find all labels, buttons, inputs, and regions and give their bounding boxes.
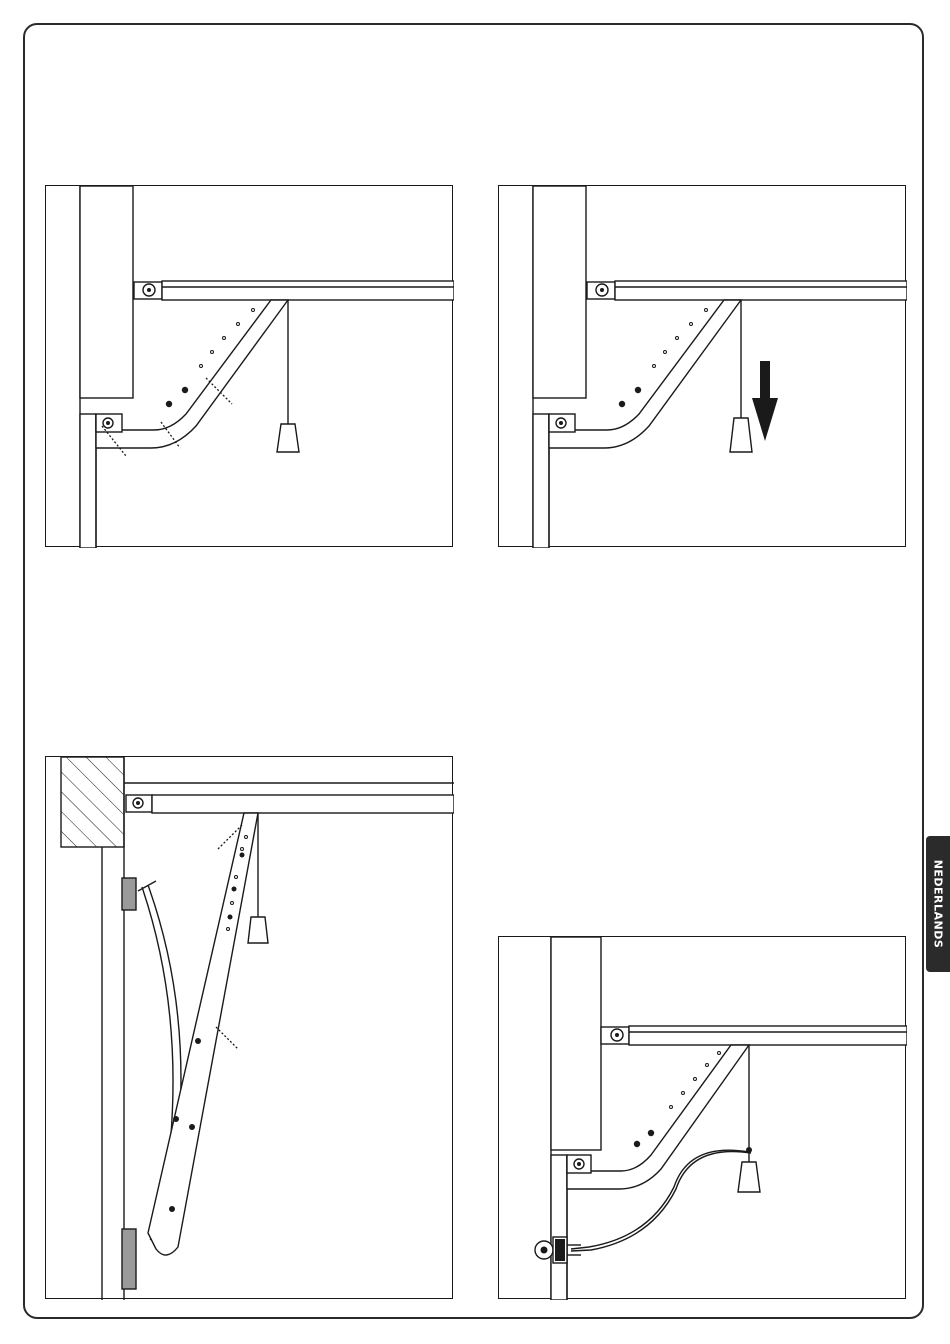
figure-arm-assembly [45,185,453,547]
figure-external-release-key [498,936,906,1299]
release-cord-drawing [499,186,907,548]
release-key-icon [541,1247,548,1254]
side-view-drawing [46,757,454,1300]
figure-side-view-door [45,756,453,1299]
arm-assembly-drawing [46,186,454,548]
figure-release-cord-pull [498,185,906,547]
key-release-drawing [499,937,907,1300]
language-side-tab [926,836,950,972]
pull-down-arrow-icon [752,361,778,441]
language-tab-label: NEDERLANDS [931,859,945,949]
